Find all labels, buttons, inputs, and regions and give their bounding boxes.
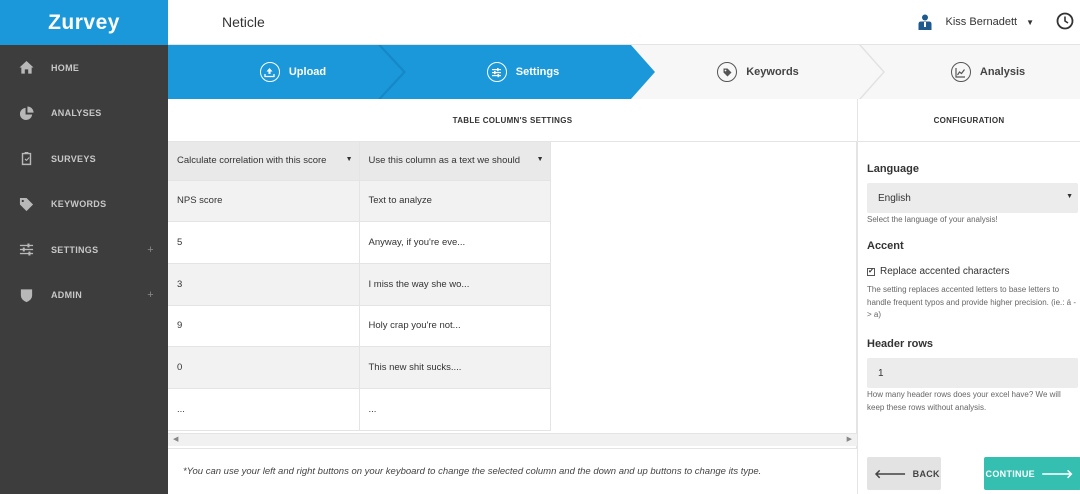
sidebar-item-label: KEYWORDS	[51, 199, 107, 210]
column-type-label: Calculate correlation with this score	[177, 155, 327, 167]
sidebar-item-surveys[interactable]	[0, 136, 168, 182]
sidebar-item-label: SURVEYS	[51, 153, 96, 164]
table-cell[interactable]: Anyway, if you're eve...	[359, 222, 550, 264]
sidebar-item-label: ANALYSES	[51, 108, 102, 119]
keyboard-hint: *You can use your left and right buttons on your keyboard to change the selected column and the down and up buttons to change its type.	[168, 448, 857, 494]
horizontal-scrollbar[interactable]	[168, 433, 857, 446]
chevron-down-icon: ▼	[1026, 17, 1034, 27]
user-menu[interactable]	[918, 14, 1034, 30]
sidebar-item-label: HOME	[51, 62, 80, 73]
step-label: Upload	[288, 66, 327, 78]
expand-icon[interactable]: +	[147, 243, 154, 256]
settings-icon	[487, 62, 507, 82]
table-row	[168, 305, 550, 347]
accent-checkbox[interactable]: ✔	[868, 268, 874, 275]
clock-icon[interactable]	[1056, 12, 1074, 30]
sidebar-item-admin[interactable]	[0, 273, 168, 319]
header-rows-input[interactable]: 1	[867, 358, 1078, 388]
sliders-icon	[19, 242, 34, 257]
accent-checkbox-label: Replace accented characters	[880, 266, 1010, 277]
accent-help: The setting replaces accented letters to base letters to handle frequent typos and provide higher precision. (ie.: á -> a)	[867, 285, 1077, 319]
table-cell[interactable]: This new shit sucks....	[359, 347, 550, 389]
app-logo[interactable]: Zurvey	[0, 0, 168, 45]
language-help: Select the language of your analysis!	[867, 215, 998, 224]
sidebar-item-home[interactable]	[0, 45, 168, 91]
table-cell[interactable]: 0	[168, 347, 359, 389]
continue-button[interactable]	[984, 457, 1080, 490]
table-row	[168, 388, 550, 430]
column-type-select[interactable]	[359, 142, 550, 180]
chevron-down-icon: ▼	[345, 156, 353, 163]
home-icon	[19, 60, 34, 75]
table-cell[interactable]: Holy crap you're not...	[359, 305, 550, 347]
progress-stepper	[168, 45, 1080, 99]
data-table-container	[168, 142, 857, 448]
arrow-left-icon: 🡐	[874, 467, 907, 481]
back-button[interactable]	[867, 457, 941, 490]
sidebar-item-label: SETTINGS	[51, 244, 99, 255]
table-row	[168, 347, 550, 389]
clipboard-icon	[19, 151, 34, 166]
step-label: Analysis	[979, 66, 1026, 78]
step-analysis[interactable]	[903, 45, 1073, 99]
page-title: Neticle	[222, 14, 265, 30]
step-keywords[interactable]	[673, 45, 843, 99]
table-row	[168, 222, 550, 264]
user-name: Kiss Bernadett	[945, 16, 1018, 28]
arrow-right-icon: 🡒	[1040, 467, 1074, 481]
table-cell[interactable]: 9	[168, 305, 359, 347]
step-label: Settings	[515, 66, 560, 78]
column-type-label: Use this column as a text we should	[368, 155, 521, 167]
configuration-panel	[857, 142, 1080, 494]
sidebar-item-keywords[interactable]	[0, 182, 168, 228]
step-label: Keywords	[746, 66, 799, 78]
chart-icon	[951, 62, 971, 82]
step-upload[interactable]	[208, 45, 378, 99]
header-rows-help: How many header rows does your excel have? We will keep these rows without analysis.	[867, 390, 1061, 412]
continue-button-label: CONTINUE	[985, 468, 1035, 479]
table-cell[interactable]: ...	[359, 388, 550, 430]
table-header-row	[168, 142, 550, 180]
table-section-title: TABLE COLUMN'S SETTINGS	[168, 99, 857, 142]
tag-icon	[19, 197, 34, 212]
accent-label: Accent	[867, 240, 904, 252]
pie-chart-icon	[19, 106, 34, 121]
config-section-title: CONFIGURATION	[857, 99, 1080, 142]
chevron-down-icon: ▼	[1066, 193, 1073, 200]
shield-icon	[19, 288, 34, 303]
table-cell[interactable]: 3	[168, 263, 359, 305]
table-cell[interactable]: I miss the way she wo...	[359, 263, 550, 305]
table-row	[168, 180, 550, 222]
sidebar	[0, 0, 168, 494]
header-rows-label: Header rows	[867, 338, 934, 350]
step-settings[interactable]	[438, 45, 608, 99]
user-icon	[918, 14, 932, 30]
table-cell[interactable]: 5	[168, 222, 359, 264]
table-row	[168, 263, 550, 305]
sidebar-item-settings[interactable]	[0, 227, 168, 273]
table-cell[interactable]: ...	[168, 388, 359, 430]
sidebar-item-label: ADMIN	[51, 290, 82, 301]
column-type-select[interactable]	[168, 142, 359, 180]
language-select[interactable]	[867, 183, 1078, 213]
table-cell[interactable]: Text to analyze	[359, 180, 550, 222]
table-cell[interactable]: NPS score	[168, 180, 359, 222]
scroll-right-icon[interactable]: ▶	[846, 436, 852, 443]
accent-option[interactable]	[867, 266, 1010, 277]
data-table	[168, 142, 551, 431]
chevron-down-icon: ▼	[536, 156, 544, 163]
sidebar-item-analyses[interactable]	[0, 91, 168, 137]
back-button-label: BACK	[912, 468, 940, 479]
language-value: English	[878, 192, 911, 204]
tag-icon	[717, 62, 737, 82]
top-bar	[168, 0, 1080, 45]
expand-icon[interactable]: +	[147, 289, 154, 302]
language-label: Language	[867, 163, 919, 175]
scroll-left-icon[interactable]: ◀	[173, 436, 179, 443]
upload-icon	[260, 62, 280, 82]
